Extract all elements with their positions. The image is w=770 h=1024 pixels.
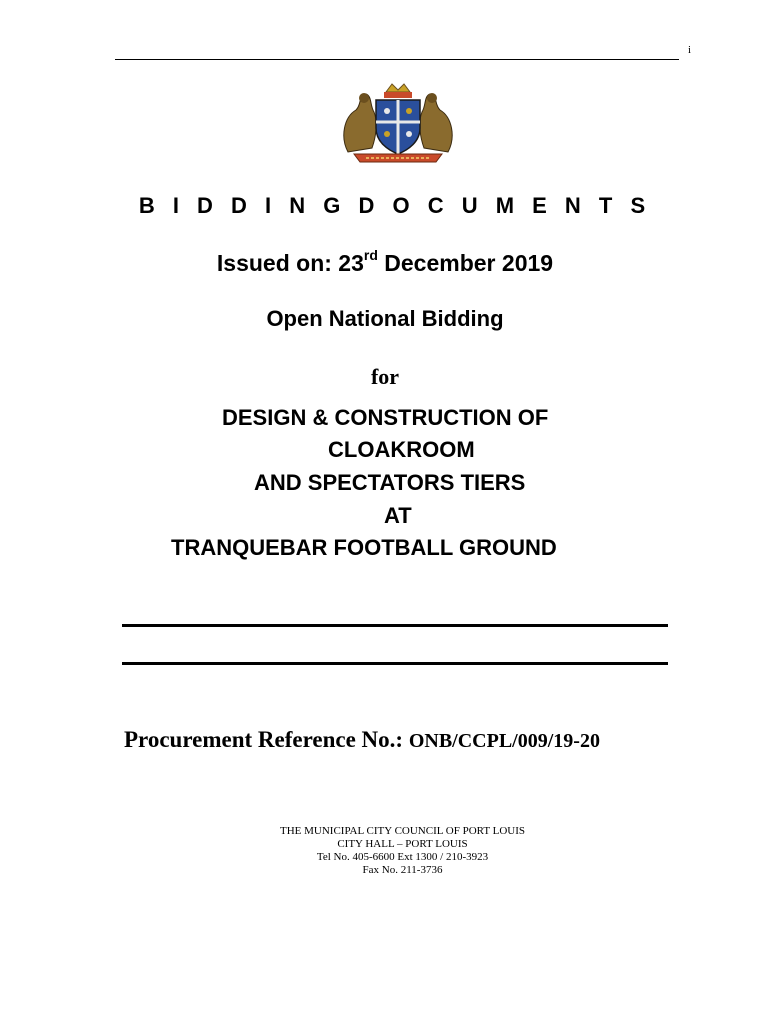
issue-date — [0, 247, 770, 277]
issue-date-suffix: December 2019 — [377, 250, 554, 276]
fill-rule — [122, 624, 668, 627]
project-line: CLOAKROOM — [328, 437, 475, 462]
project-line: DESIGN & CONSTRUCTION OF — [222, 405, 549, 430]
bidding-type: Open National Bidding — [266, 306, 504, 331]
issue-date-sup: rd — [363, 247, 378, 263]
procurement-label: Procurement Reference No.: — [124, 727, 409, 752]
project-line: AND SPECTATORS TIERS — [254, 470, 526, 495]
footer-tel: Tel No. 405-6600 Ext 1300 / 210-3923 — [316, 851, 489, 863]
for-label: for — [370, 364, 400, 389]
footer-org: THE MUNICIPAL CITY COUNCIL OF PORT LOUIS — [279, 825, 526, 837]
page-number: i — [688, 44, 692, 56]
footer-fax: Fax No. 211-3736 — [362, 864, 443, 876]
fill-rule — [122, 662, 668, 665]
footer-address: CITY HALL – PORT LOUIS — [337, 838, 468, 850]
coat-of-arms-icon — [336, 82, 460, 166]
issue-date-prefix: Issued on: 23 — [216, 250, 364, 276]
procurement-reference — [124, 727, 600, 753]
project-line: AT — [384, 503, 412, 528]
procurement-ref: ONB/CCPL/009/19-20 — [408, 730, 600, 752]
header-rule — [115, 59, 679, 60]
document-title: B I D D I N G D O C U M E N T S — [138, 193, 652, 218]
project-line: TRANQUEBAR FOOTBALL GROUND — [171, 535, 557, 560]
